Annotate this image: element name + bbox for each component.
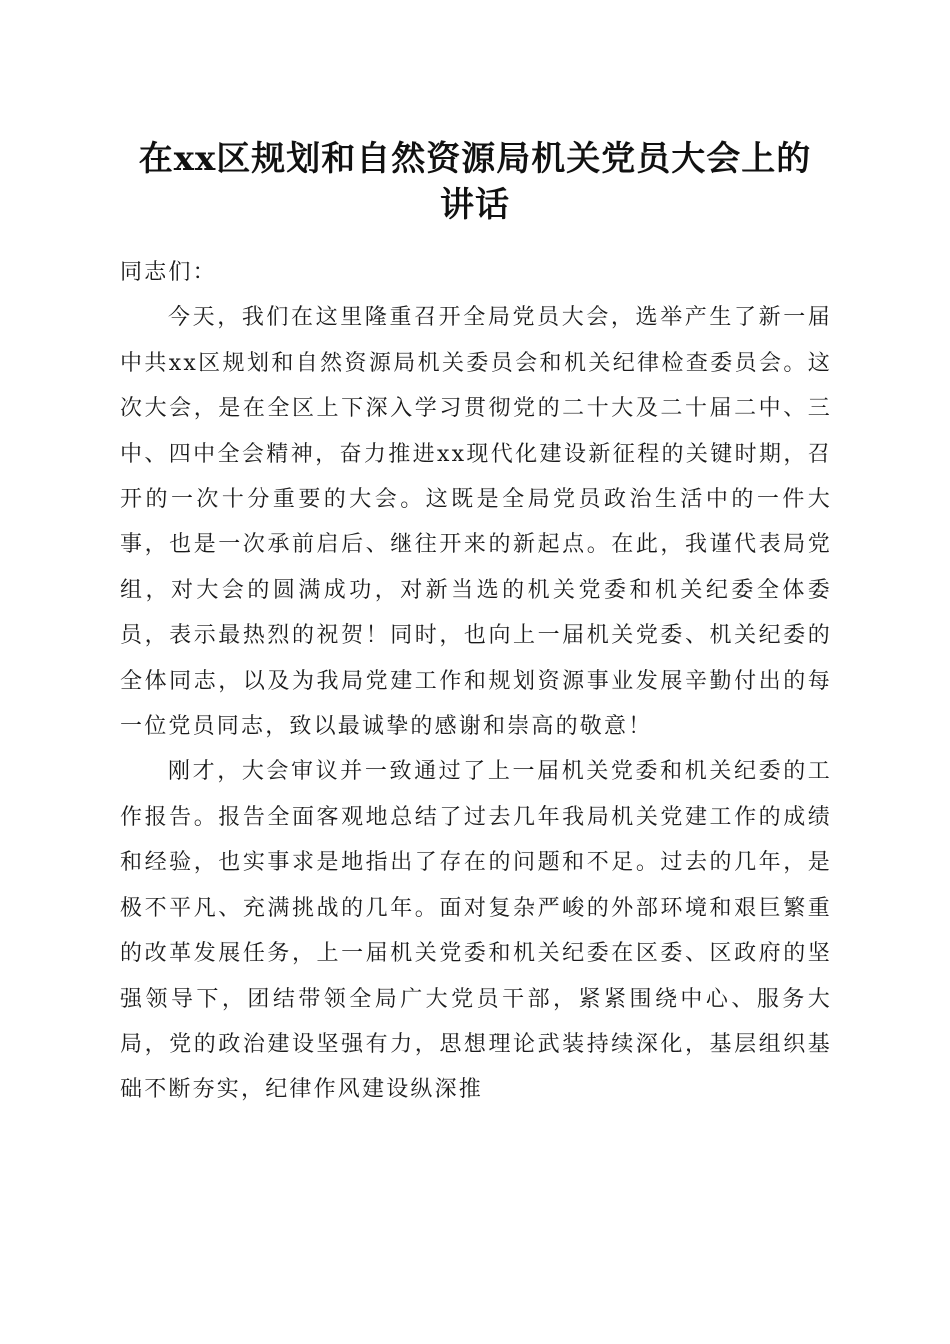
paragraph-opening: 今天，我们在这里隆重召开全局党员大会，选举产生了新一届中共xx区规划和自然资源局机关委员会和机关纪律检查委员会。这次大会，是在全区上下深入学习贯彻党的二十大及二十届二中、三中、四中全会精神，奋力推进xx现代化建设新征程的关键时期，召开的一次十分重要的大会。这既是全局党员政治生活中的一件大事，也是一次承前启后、继往开来的新起点。在此，我谨代表局党组，对大会的圆满成功，对新当选的机关党委和机关纪委全体委员，表示最热烈的祝贺！同时，也向上一届机关党委、机关纪委的全体同志，以及为我局党建工作和规划资源事业发展辛勤付出的每一位党员同志，致以最诚挚的感谢和崇高的敬意！ (120, 305, 832, 740)
title-line-2: 讲话 (440, 185, 510, 225)
document-title (100, 136, 850, 228)
title-line-1: 在xx区规划和自然资源局机关党员大会上的 (138, 139, 812, 179)
salutation: 同志们： (120, 260, 217, 285)
document-body (120, 250, 832, 1113)
paragraph-review: 刚才，大会审议并一致通过了上一届机关党委和机关纪委的工作报告。报告全面客观地总结了过去几年我局机关党建工作的成绩和经验，也实事求是地指出了存在的问题和不足。过去的几年，是极不平凡、充满挑战的几年。面对复杂严峻的外部环境和艰巨繁重的改革发展任务，上一届机关党委和机关纪委在区委、区政府的坚强领导下，团结带领全局广大党员干部，紧紧围绕中心、服务大局，党的政治建设坚强有力，思想理论武装持续深化，基层组织基础不断夯实，纪律作风建设纵深推 (120, 759, 832, 1103)
